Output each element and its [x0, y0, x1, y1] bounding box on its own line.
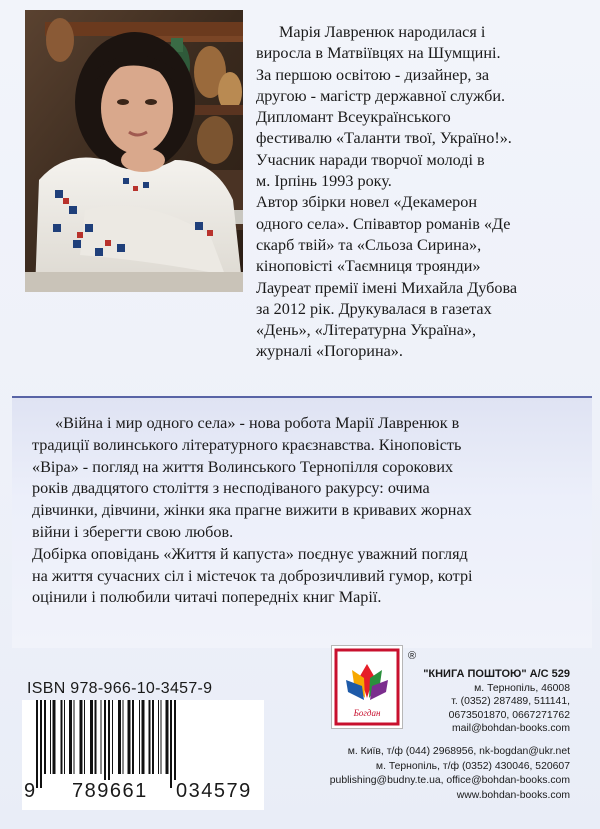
barcode-left-digits: 789661: [72, 780, 148, 802]
bio-line: виросла в Матвіївцях на Шумщині.: [256, 44, 501, 63]
bio-line: за 2012 рік. Друкувалася в газетах: [256, 299, 492, 318]
publisher-logo: [331, 645, 403, 729]
barcode-bar: [69, 700, 72, 774]
barcode-bar: [158, 700, 159, 774]
desc-line: «Віра» - погляд на життя Волинського Тернопілля сорокових: [32, 457, 454, 476]
registered-mark: ®: [408, 650, 417, 662]
barcode-bar: [36, 700, 38, 788]
contact-kyiv: м. Київ, т/ф (044) 2968956, nk-bogdan@ukr.net: [347, 746, 570, 757]
barcode-bar: [152, 700, 154, 774]
bohdan-logo-icon: [332, 646, 402, 728]
bio-line: одного села». Співавтор романів «Де: [256, 214, 511, 233]
contact-emails[interactable]: publishing@budny.te.ua, office@bohdan-books.com: [329, 775, 570, 786]
barcode-bar: [104, 700, 106, 788]
bio-line: За першою освітою - дизайнер, за: [256, 65, 490, 84]
bio-line: фестивалю «Таланти твої, Україно!».: [256, 129, 512, 148]
barcode-bar: [166, 700, 169, 774]
barcode-bar: [64, 700, 65, 774]
bio-line: другою - магістр державної служби.: [256, 86, 506, 105]
barcode-bar: [149, 700, 151, 774]
barcode-bar: [139, 700, 140, 774]
barcode-bar: [142, 700, 145, 774]
barcode-bar: [95, 700, 97, 774]
bio-line: Марія Лавренюк народилася і: [279, 23, 486, 41]
barcode-bar: [61, 700, 63, 774]
barcode-bar: [161, 700, 162, 774]
barcode-bar: [53, 700, 56, 774]
desc-line: років двадцятого століття з несподіваного ракурсу: очима: [32, 479, 430, 498]
barcode-bar: [101, 700, 102, 774]
contact-ternopil: м. Тернопіль, т/ф (0352) 430046, 520607: [375, 760, 570, 772]
barcode-bars: [22, 700, 264, 788]
barcode-bar: [118, 700, 121, 774]
desc-line: традиції волинського літературного краєзнавства. Кіноповість: [32, 435, 462, 454]
barcode-bar: [132, 700, 134, 774]
barcode-bar: [112, 700, 113, 774]
barcode-bar: [84, 700, 85, 774]
author-biography: [256, 22, 591, 363]
desc-line: Добірка оповідань «Життя й капуста» поєднує уважний погляд: [32, 544, 468, 563]
barcode-digits: [22, 778, 264, 808]
publisher-line: м. Тернопіль, 46008: [474, 682, 570, 694]
bio-line: скарб твій» та «Сльоза Сирина»,: [256, 235, 482, 254]
barcode-right-digits: 034579: [176, 780, 252, 802]
bio-line: кіноповісті «Таємниця троянди»: [256, 257, 481, 276]
bio-line: м. Ірпінь 1993 року.: [256, 172, 392, 191]
author-portrait-image: [25, 10, 243, 292]
barcode-bar: [170, 700, 172, 788]
desc-line: дівчинки, дівчини, жінки яка прагне вижити в кривавих жорнах: [32, 501, 472, 520]
publisher-line: 0673501870, 0667271762: [448, 709, 570, 721]
barcode-bar: [128, 700, 131, 774]
bio-line: журналі «Погорина».: [256, 342, 403, 361]
bio-line: Учасник наради творчої молоді в: [256, 150, 485, 169]
book-description: [32, 413, 592, 609]
barcode-bar: [40, 700, 42, 788]
barcode-bar: [50, 700, 51, 774]
barcode-bar: [123, 700, 124, 774]
barcode-bar: [74, 700, 75, 774]
barcode-bar: [174, 700, 176, 788]
section-divider: [12, 396, 592, 398]
bio-line: Дипломант Всеукраїнського: [256, 108, 451, 127]
publisher-line: т. (0352) 287489, 511141,: [451, 696, 570, 708]
publisher-contacts: [330, 745, 570, 803]
barcode-bar: [108, 700, 110, 788]
barcode-bar: [80, 700, 83, 774]
bio-line: «День», «Літературна Україна»,: [256, 321, 477, 340]
author-photo: [25, 10, 243, 292]
bio-line: Лауреат премії імені Михайла Дубова: [256, 278, 518, 297]
desc-line: «Війна і мир одного села» - нова робота Марії Лавренюк в: [55, 414, 460, 432]
publisher-info: [423, 668, 570, 736]
desc-line: оцінили і полюбили читачі попередніх книг Марії.: [32, 588, 382, 607]
barcode-bar: [90, 700, 93, 774]
desc-line: на життя сучасних сіл і містечок та доброзичливий гумор, котрі: [32, 566, 473, 585]
publisher-title: "КНИГА ПОШТОЮ" А/С 529: [423, 668, 570, 680]
barcode-first-digit: 9: [24, 780, 36, 802]
bio-line: Автор збірки новел «Декамерон: [256, 193, 478, 212]
contact-website[interactable]: www.bohdan-books.com: [456, 789, 570, 801]
barcode-bar: [44, 700, 46, 774]
isbn-label: ISBN 978-966-10-3457-9: [27, 680, 213, 697]
logo-text: Богдан: [353, 708, 381, 718]
desc-line: війни і зберегти свою любов.: [32, 522, 234, 541]
publisher-email[interactable]: mail@bohdan-books.com: [452, 723, 570, 735]
